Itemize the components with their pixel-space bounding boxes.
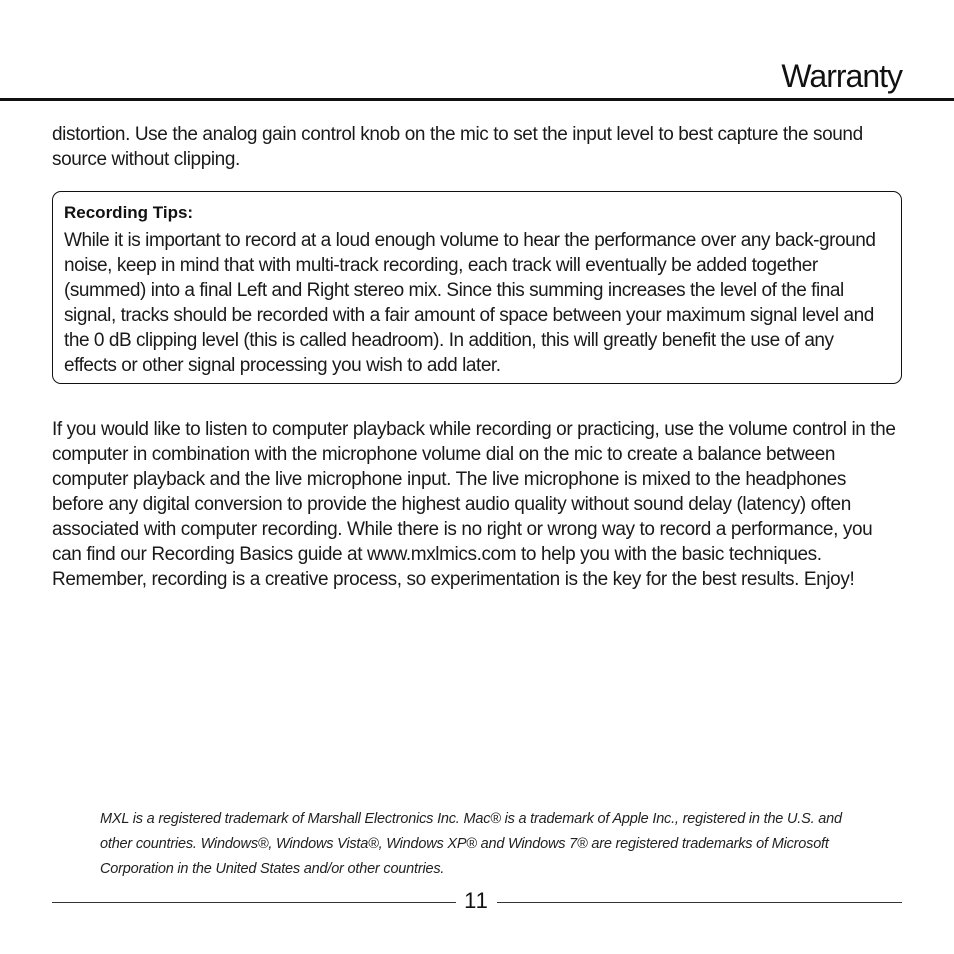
trademark-footnote: MXL is a registered trademark of Marshall Electronics Inc. Mac® is a trademark of Apple Inc., registered in the U.S. and other countries. Windows®, Windows Vista®, Windows XP® and Windows 7® are registered trademarks of Microsoft Corporation in the United States and/or other countries. — [100, 811, 842, 877]
footer-divider-right — [497, 902, 902, 903]
title-divider — [0, 98, 954, 101]
footer-divider-left — [52, 902, 456, 903]
recording-tips-body: While it is important to record at a loud enough volume to hear the performance over any back-ground noise, keep in mind that with multi-track recording, each track will eventually be added together (summed) into a final Left and Right stereo mix. Since this summing increases the level of the final signal, tracks should be recorded with a fair amount of space between your maximum signal level and the 0 dB clipping level (this is called headroom). In addition, this will greatly benefit the use of any effects or other signal processing you wish to add later. — [64, 230, 876, 376]
recording-tips-box — [52, 191, 902, 384]
page-title: Warranty — [781, 58, 902, 94]
playback-paragraph: If you would like to listen to computer playback while recording or practicing, use the volume control in the computer in combination with the microphone volume dial on the mic to create a balance between computer playback and the live microphone input. The live microphone is mixed to the headphones before any digital conversion to provide the highest audio quality without sound delay (latency) often associated with computer recording. While there is no right or wrong way to record a performance, you can find our Recording Basics guide at www.mxlmics.com to help you with the basic techniques. Remember, recording is a creative process, so experimentation is the key for the best results. Enjoy! — [52, 419, 896, 590]
intro-paragraph: distortion. Use the analog gain control knob on the mic to set the input level to best capture the sound source without clipping. — [52, 124, 863, 170]
page-number: 11 — [464, 888, 489, 913]
recording-tips-heading: Recording Tips: — [64, 203, 194, 222]
